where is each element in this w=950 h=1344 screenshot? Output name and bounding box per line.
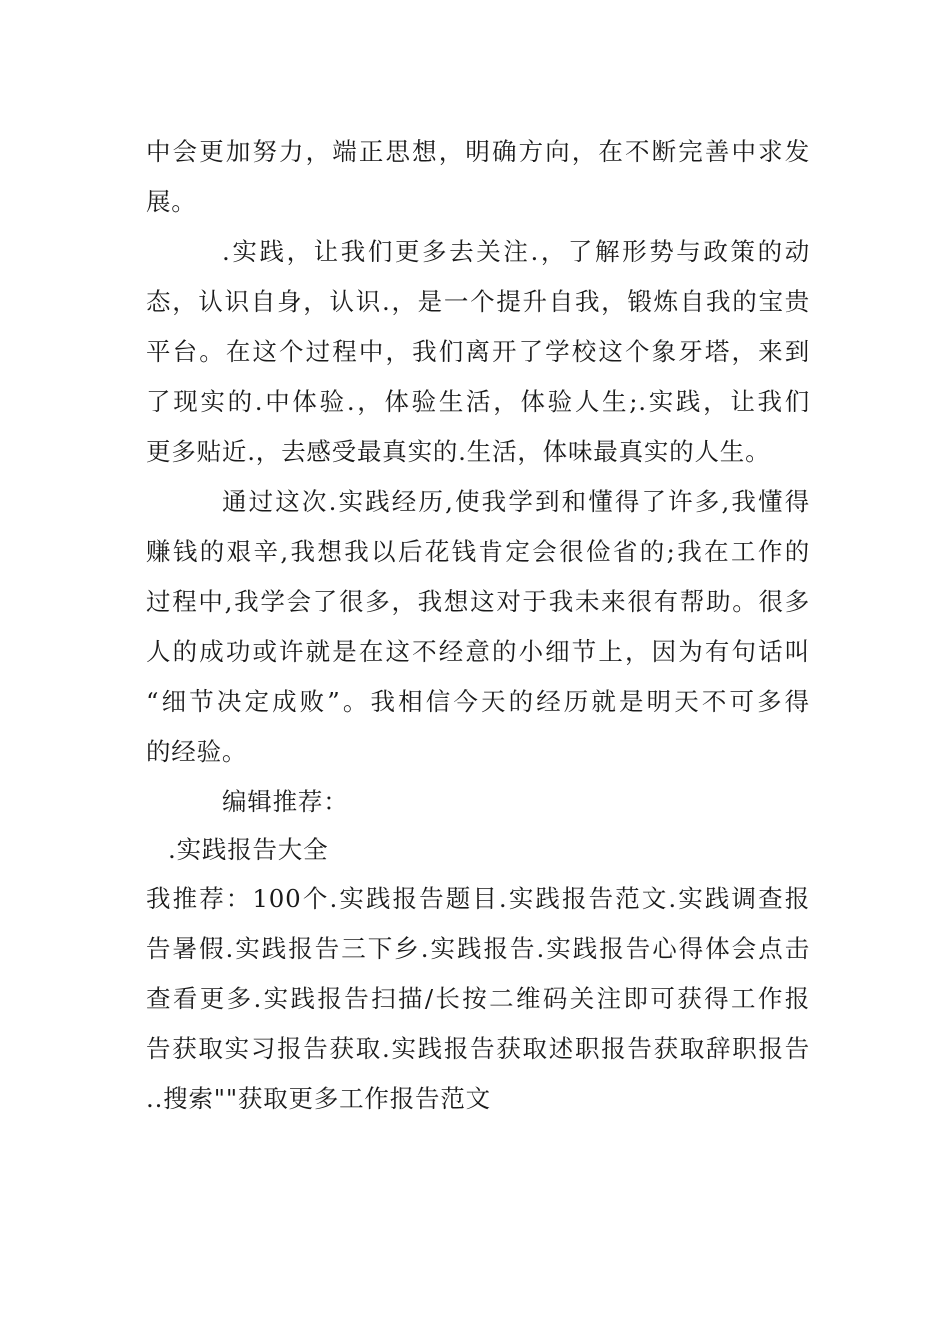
paragraph-2-line-3: 平台。在这个过程中，我们离开了学校这个象牙塔，来到 [146,337,810,366]
paragraph-1-line-2: 展。 [146,187,197,216]
paragraph-3-line-5: “细节决定成败”。我相信今天的经历就是明天不可多得 [146,687,810,716]
paragraph-4-line-2: 告暑假.实践报告三下乡.实践报告.实践报告心得体会点击 [146,934,810,963]
paragraph-2-line-5: 更多贴近.，去感受最真实的.生活，体味最真实的人生。 [146,437,771,466]
paragraph-4-line-1: 我推荐：100个.实践报告题目.实践报告范文.实践调查报 [146,884,810,913]
paragraph-3-line-4: 人的成功或许就是在这不经意的小细节上，因为有句话叫 [146,637,810,666]
recommend-item-link[interactable]: .实践报告大全 [168,835,329,864]
paragraph-3-line-1: 通过这次.实践经历,使我学到和懂得了许多,我懂得 [222,487,810,516]
paragraph-1-line-1: 中会更加努力，端正思想，明确方向，在不断完善中求发 [146,137,810,166]
paragraph-2-line-1: .实践，让我们更多去关注.，了解形势与政策的动 [222,237,810,266]
paragraph-4-line-5: ..搜索""获取更多工作报告范文 [146,1084,491,1113]
recommend-heading: 编辑推荐： [222,787,349,816]
paragraph-4-line-4: 告获取实习报告获取.实践报告获取述职报告获取辞职报告 [146,1034,810,1063]
paragraph-2-line-2: 态，认识自身，认识.，是一个提升自我，锻炼自我的宝贵 [146,287,810,316]
paragraph-3-line-2: 赚钱的艰辛,我想我以后花钱肯定会很俭省的;我在工作的 [146,537,810,566]
paragraph-2-line-4: 了现实的.中体验.，体验生活，体验人生;.实践，让我们 [146,387,810,416]
paragraph-3-line-3: 过程中,我学会了很多，我想这对于我未来很有帮助。很多 [146,587,810,616]
paragraph-4-line-3: 查看更多.实践报告扫描/长按二维码关注即可获得工作报 [146,984,810,1013]
paragraph-3-line-6: 的经验。 [146,737,248,766]
